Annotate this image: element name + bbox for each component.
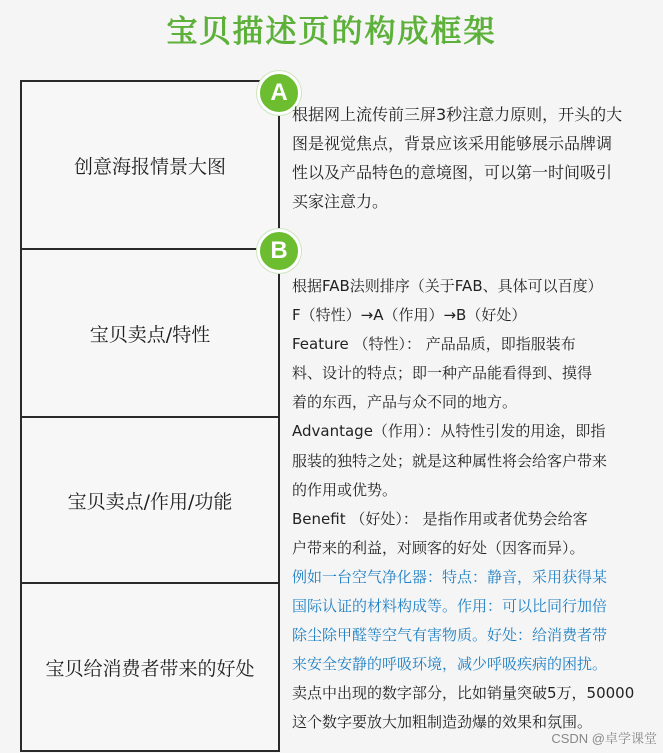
text-line: 料、设计的特点；即一种产品能看得到、摸得	[292, 364, 593, 383]
text-line: 这个数字要放大加粗制造劲爆的效果和氛围。	[292, 713, 593, 732]
section-a-text	[292, 100, 657, 216]
box-label: 宝贝卖点/作用/功能	[67, 490, 233, 513]
example-line: 来安全安静的呼吸环境，减少呼吸疾病的困扰。	[292, 655, 608, 674]
marker-a: A	[257, 71, 301, 115]
text-line: 根据网上流传前三屏3秒注意力原则，开头的大	[292, 105, 623, 124]
text-line: Benefit （好处）： 是指作用或者优势会给客	[292, 509, 588, 528]
box-selling-point-feature	[20, 248, 280, 418]
section-b-text	[292, 272, 657, 738]
box-label: 宝贝给消费者带来的好处	[45, 657, 255, 680]
text-line: Feature （特性）： 产品品质，即指服装布	[292, 335, 576, 354]
watermark: CSDN @卓学课堂	[551, 731, 657, 746]
text-line: 户带来的利益，对顾客的好处（因客而异）。	[292, 538, 585, 557]
text-line: 性以及产品特色的意境图，可以第一时间吸引	[292, 163, 613, 182]
marker-b: B	[257, 229, 301, 273]
text-line: 买家注意力。	[292, 192, 389, 211]
example-line: 例如一台空气净化器：特点：静音，采用获得某	[292, 567, 608, 586]
box-selling-point-function	[20, 416, 280, 584]
text-line: Advantage（作用）：从特性引发的用途，即指	[292, 422, 606, 441]
text-line: 卖点中出现的数字部分，比如销量突破5万，50000	[292, 684, 635, 703]
box-label: 创意海报情景大图	[73, 155, 226, 178]
text-line: 服装的独特之处；就是这种属性将会给客户带来	[292, 451, 608, 470]
example-line: 国际认证的材料构成等。作用：可以比同行加倍	[292, 597, 608, 616]
example-line: 除尘除甲醛等空气有害物质。好处：给消费者带	[292, 626, 608, 645]
page-title: 宝贝描述页的构成框架	[166, 14, 497, 50]
text-line: 图是视觉焦点，背景应该采用能够展示品牌调	[292, 134, 613, 153]
box-label: 宝贝卖点/特性	[89, 323, 211, 346]
text-line: 的作用或优势。	[292, 480, 398, 499]
box-consumer-benefit	[20, 582, 280, 752]
text-line: 根据FAB法则排序（关于FAB、具体可以百度）	[292, 277, 603, 295]
text-line: 着的东西，产品与众不同的地方。	[292, 393, 518, 412]
box-hero-banner	[20, 80, 280, 250]
text-line: F（特性）→A（作用）→B（好处）	[292, 306, 527, 325]
